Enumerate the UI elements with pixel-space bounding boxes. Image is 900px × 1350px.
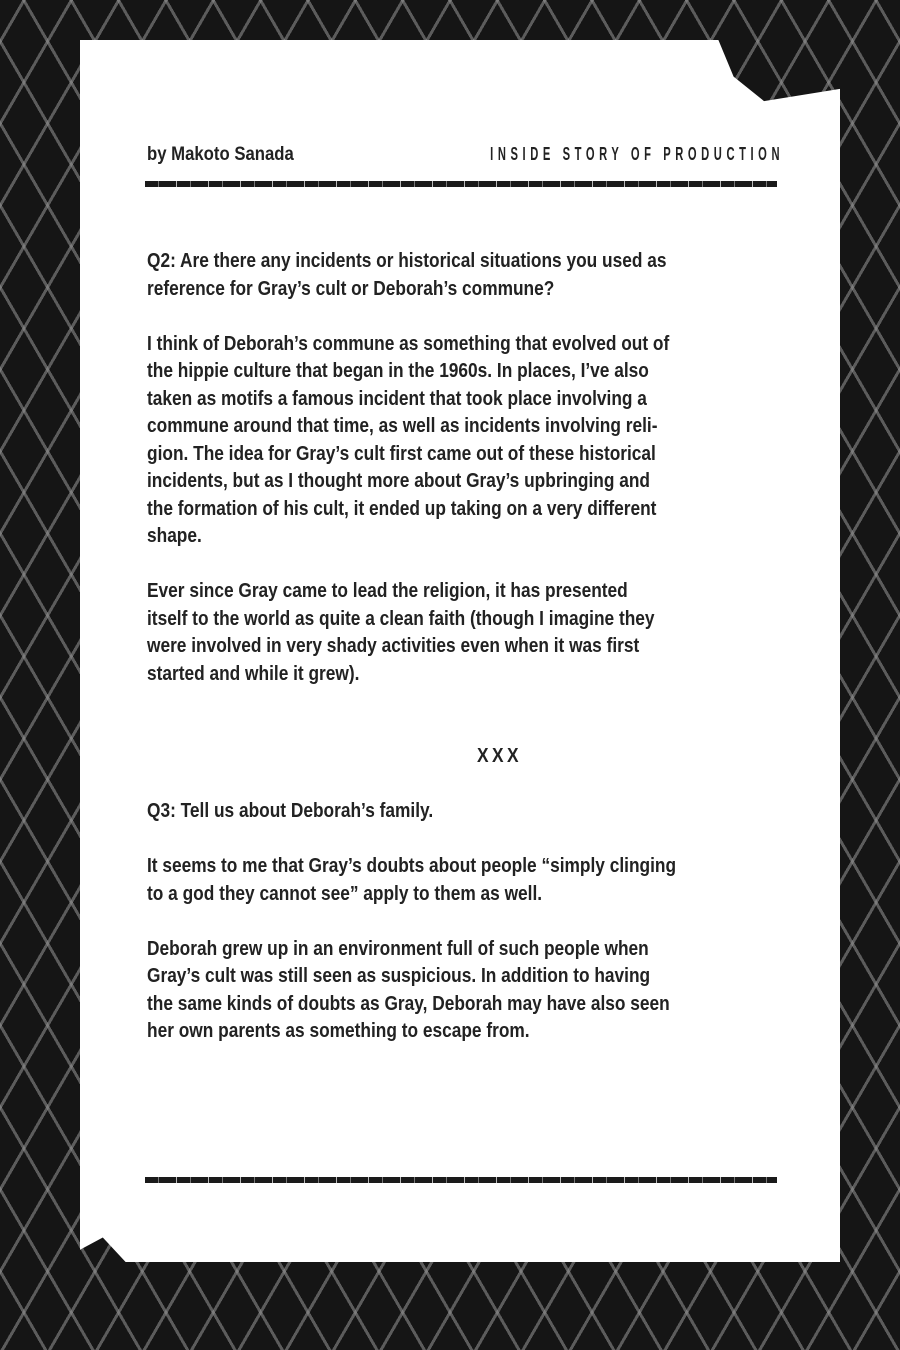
top-divider [145,181,777,187]
answer-3-paragraph-2: Deborah grew up in an environment full of such people when Gray’s cult was still seen as suspicious. In addition to having the same kinds of doubts as Gray, Deborah may have also seen her own parents as something to escape from. [147,937,670,1042]
page-header [147,144,784,172]
section-title: INSIDE STORY OF PRODUCTION [490,144,784,164]
author-byline: by Makoto Sanada [147,144,294,165]
question-3: Q3: Tell us about Deborah’s family. [147,800,434,822]
bottom-divider [145,1177,777,1183]
question-2: Q2: Are there any incidents or historical situations you used as reference for Gray’s cult or Deborah’s commune? [147,250,667,300]
interview-body [147,248,770,1073]
section-separator: XXX [476,745,522,767]
answer-3-paragraph-1: It seems to me that Gray’s doubts about people “simply clinging to a god they cannot see” apply to them as well. [147,855,677,905]
answer-2-paragraph-2: Ever since Gray came to lead the religion, it has presented itself to the world as quite a clean faith (though I imagine they were involved in very shady activities even when it was first started and while it grew). [147,580,655,685]
answer-2-paragraph-1: I think of Deborah’s commune as something that evolved out of the hippie culture that began in the 1960s. In places, I’ve also taken as motifs a famous incident that took place involving a commune around that time, as well as incidents involving reli- gion. The idea for Gray’s cult first came out of these historical incidents, but as I thought more about Gray’s upbringing and the formation of his cult, it ended up taking on a very different shape. [147,332,670,547]
